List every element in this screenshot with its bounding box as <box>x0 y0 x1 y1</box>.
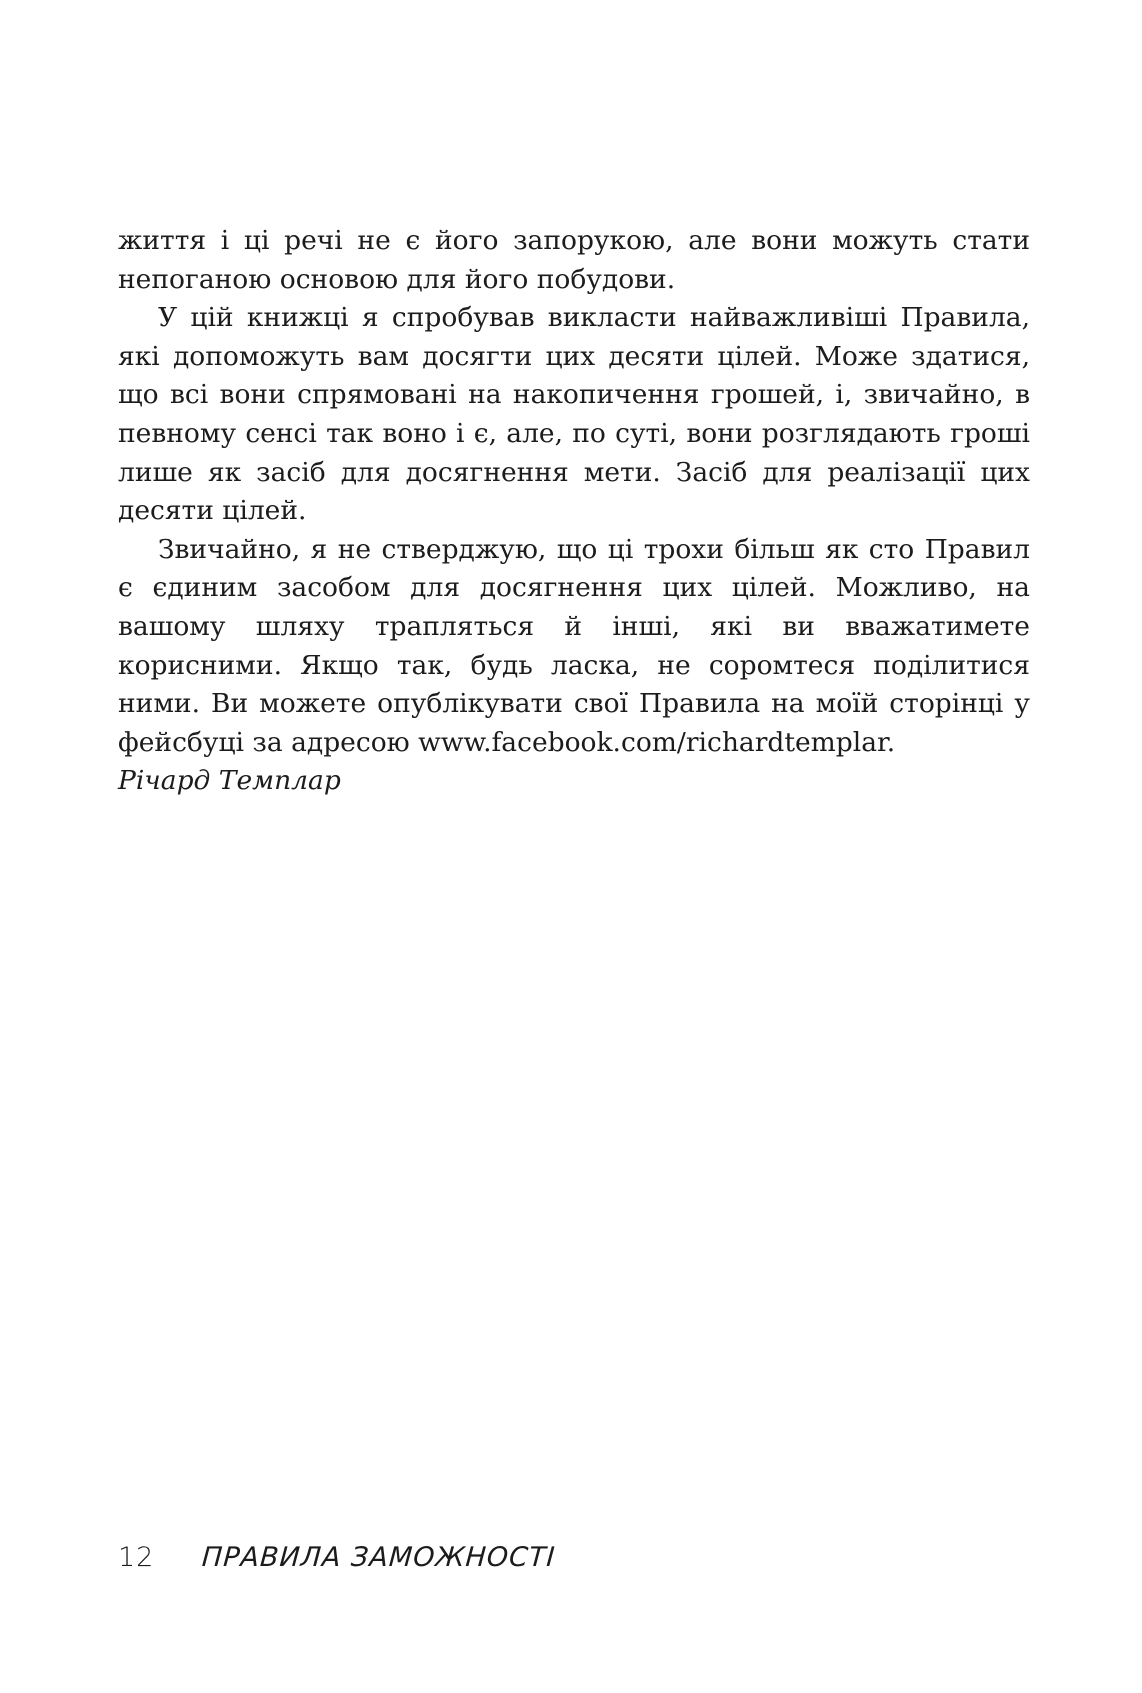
author-signature: Річард Темплар <box>118 765 341 797</box>
running-title: ПРАВИЛА ЗАМОЖНОСТІ <box>201 1542 557 1573</box>
paragraph: У цій книжці я спробував викласти найважливіші Правила, які допоможуть вам досягти цих десяти цілей. Може здатися, що всі вони спрямовані на накопичення грошей, і, звичайно, в певному сенсі так воно і є, але, по суті, вони розглядають гроші лише як засіб для досягнення мети. Засіб для реалізації цих десяти цілей. <box>118 302 1030 527</box>
facebook-link: www.facebook.com/richardtemplar. <box>418 726 896 758</box>
body-text <box>118 222 1030 801</box>
page-number: 12 <box>118 1542 155 1573</box>
paragraph <box>118 531 1030 763</box>
paragraph-text: Звичайно, я не стверджую, що ці трохи більш як сто Правил є єдиним засобом для досягнення цих цілей. Можливо, на вашому шляху трапляться й інші, які ви вважатимете корисними. Якщо так, будь ласка, не соромтеся поділитися ними. Ви можете опублікувати свої Правила на моїй сторінці у фейсбуці за адресою <box>118 533 1030 758</box>
page-footer <box>118 1542 556 1573</box>
paragraph-continued: життя і ці речі не є його запорукою, але вони можуть стати непоганою основою для його побудови. <box>118 225 1030 295</box>
